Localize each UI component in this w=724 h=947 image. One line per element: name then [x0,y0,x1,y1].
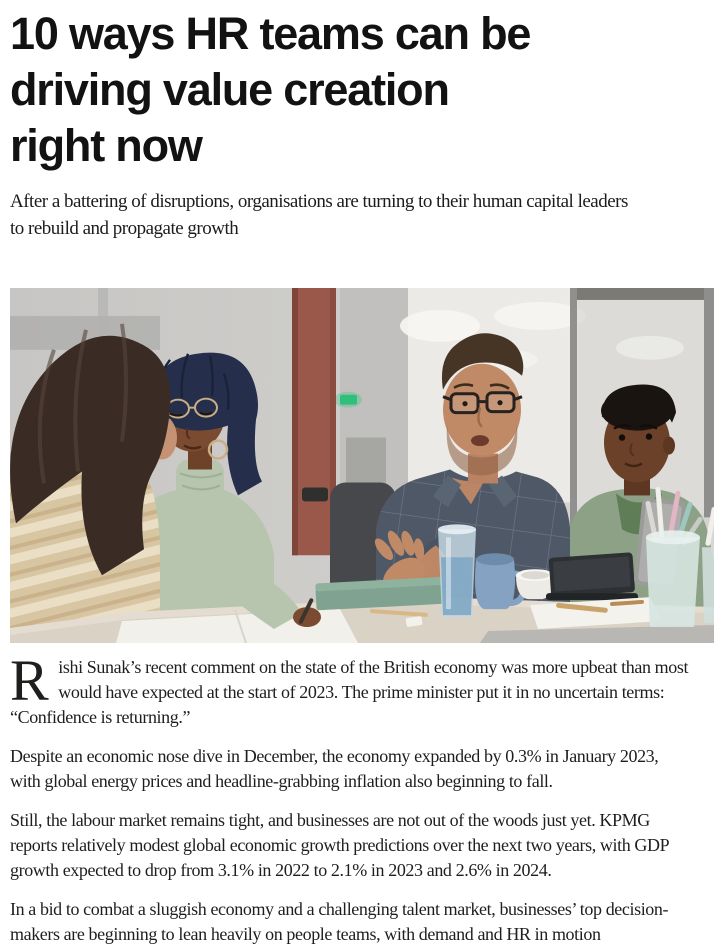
standfirst-line-2: to rebuild and propagate growth [10,218,239,239]
body-paragraph-1 [10,648,714,730]
body-paragraph-2 [10,744,714,794]
p3-line-1: Still, the labour market remains tight, and businesses are not out of the woods just yet. KPMG [10,810,650,830]
headline-line-3: right now [10,120,202,171]
body-paragraph-3 [10,808,714,883]
water-glass [438,524,476,617]
p1-line-2: would have expected at the start of 2023. The prime minister put it in no uncertain terms: [58,682,665,702]
standfirst [10,188,714,242]
hero-image [10,288,714,643]
office-meeting-illustration [10,288,714,643]
p3-line-3: growth expected to drop from 3.1% in 2022 to 2.1% in 2023 and 2.6% in 2024. [10,860,552,880]
page-title [10,0,714,174]
body-paragraph-4 [10,897,714,947]
p2-line-2: with global energy prices and headline-grabbing inflation also beginning to fall. [10,771,553,791]
p1-line-3: “Confidence is returning.” [10,707,191,727]
headline-line-1: 10 ways HR teams can be [10,8,531,59]
p4-line-2-clipped: makers are beginning to lean heavily on people teams, with demand and HR in motion [10,924,601,944]
drop-cap: R [10,648,49,713]
headline-line-2: driving value creation [10,64,449,115]
p1-line-1: ishi Sunak’s recent comment on the state of the British economy was more upbeat than most [58,657,689,677]
p4-line-1: In a bid to combat a sluggish economy and a challenging talent market, businesses’ top decision- [10,899,669,919]
p2-line-1: Despite an economic nose dive in December, the economy expanded by 0.3% in January 2023, [10,746,659,766]
standfirst-line-1: After a battering of disruptions, organisations are turning to their human capital leaders [10,191,628,212]
p3-line-2: reports relatively modest global economic growth predictions over the next two years, with GDP [10,835,670,855]
article-body [10,648,714,947]
